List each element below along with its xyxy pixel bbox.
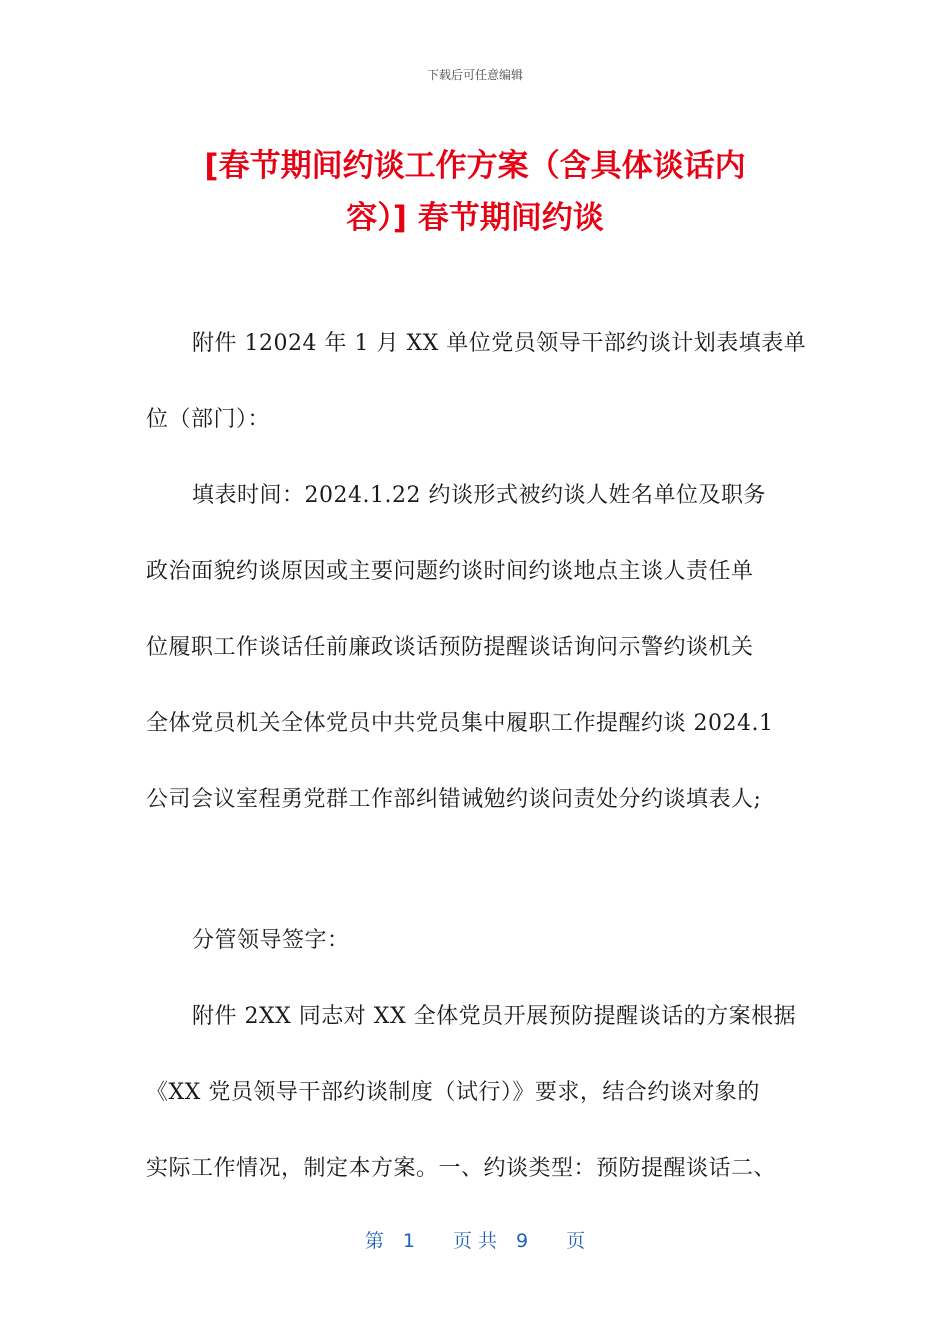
text-line: 政治面貌约谈原因或主要问题约谈时间约谈地点主谈人责任单 <box>146 559 754 584</box>
page-number: 第 1 页 共 9 页 <box>364 1230 586 1252</box>
text-line: 实际工作情况，制定本方案。一、约谈类型：预防提醒谈话二、 <box>146 1156 777 1181</box>
paragraph-attachment-2 <box>146 903 806 1207</box>
text-line: 位履职工作谈话任前廉政谈话预防提醒谈话询问示警约谈机关 <box>146 635 754 660</box>
text-line: 公司会议室程勇党群工作部纠错诫勉约谈问责处分约谈填表人; <box>146 787 762 812</box>
text-line: 位（部门）： <box>146 407 271 432</box>
text-line: 附件 12024 年 1 月 XX 单位党员领导干部约谈计划表填表单 <box>192 331 807 356</box>
text-line: 填表时间：2024.1.22 约谈形式被约谈人姓名单位及职务 <box>192 483 766 508</box>
document-title <box>150 140 800 244</box>
download-note: 下载后可任意编辑 <box>426 68 523 82</box>
signature-line: 分管领导签字： <box>192 928 350 953</box>
text-line: 附件 2XX 同志对 XX 全体党员开展预防提醒谈话的方案根据 <box>192 1004 797 1029</box>
paragraph-attachment-1 <box>146 306 806 838</box>
title-line-2: 容）] 春节期间约谈 <box>346 200 604 236</box>
text-line: 全体党员机关全体党员中共党员集中履职工作提醒约谈 2024.1 <box>146 711 774 736</box>
text-line: 《XX 党员领导干部约谈制度（试行）》要求，结合约谈对象的 <box>146 1080 760 1105</box>
title-line-1: [春节期间约谈工作方案（含具体谈话内 <box>204 148 746 184</box>
